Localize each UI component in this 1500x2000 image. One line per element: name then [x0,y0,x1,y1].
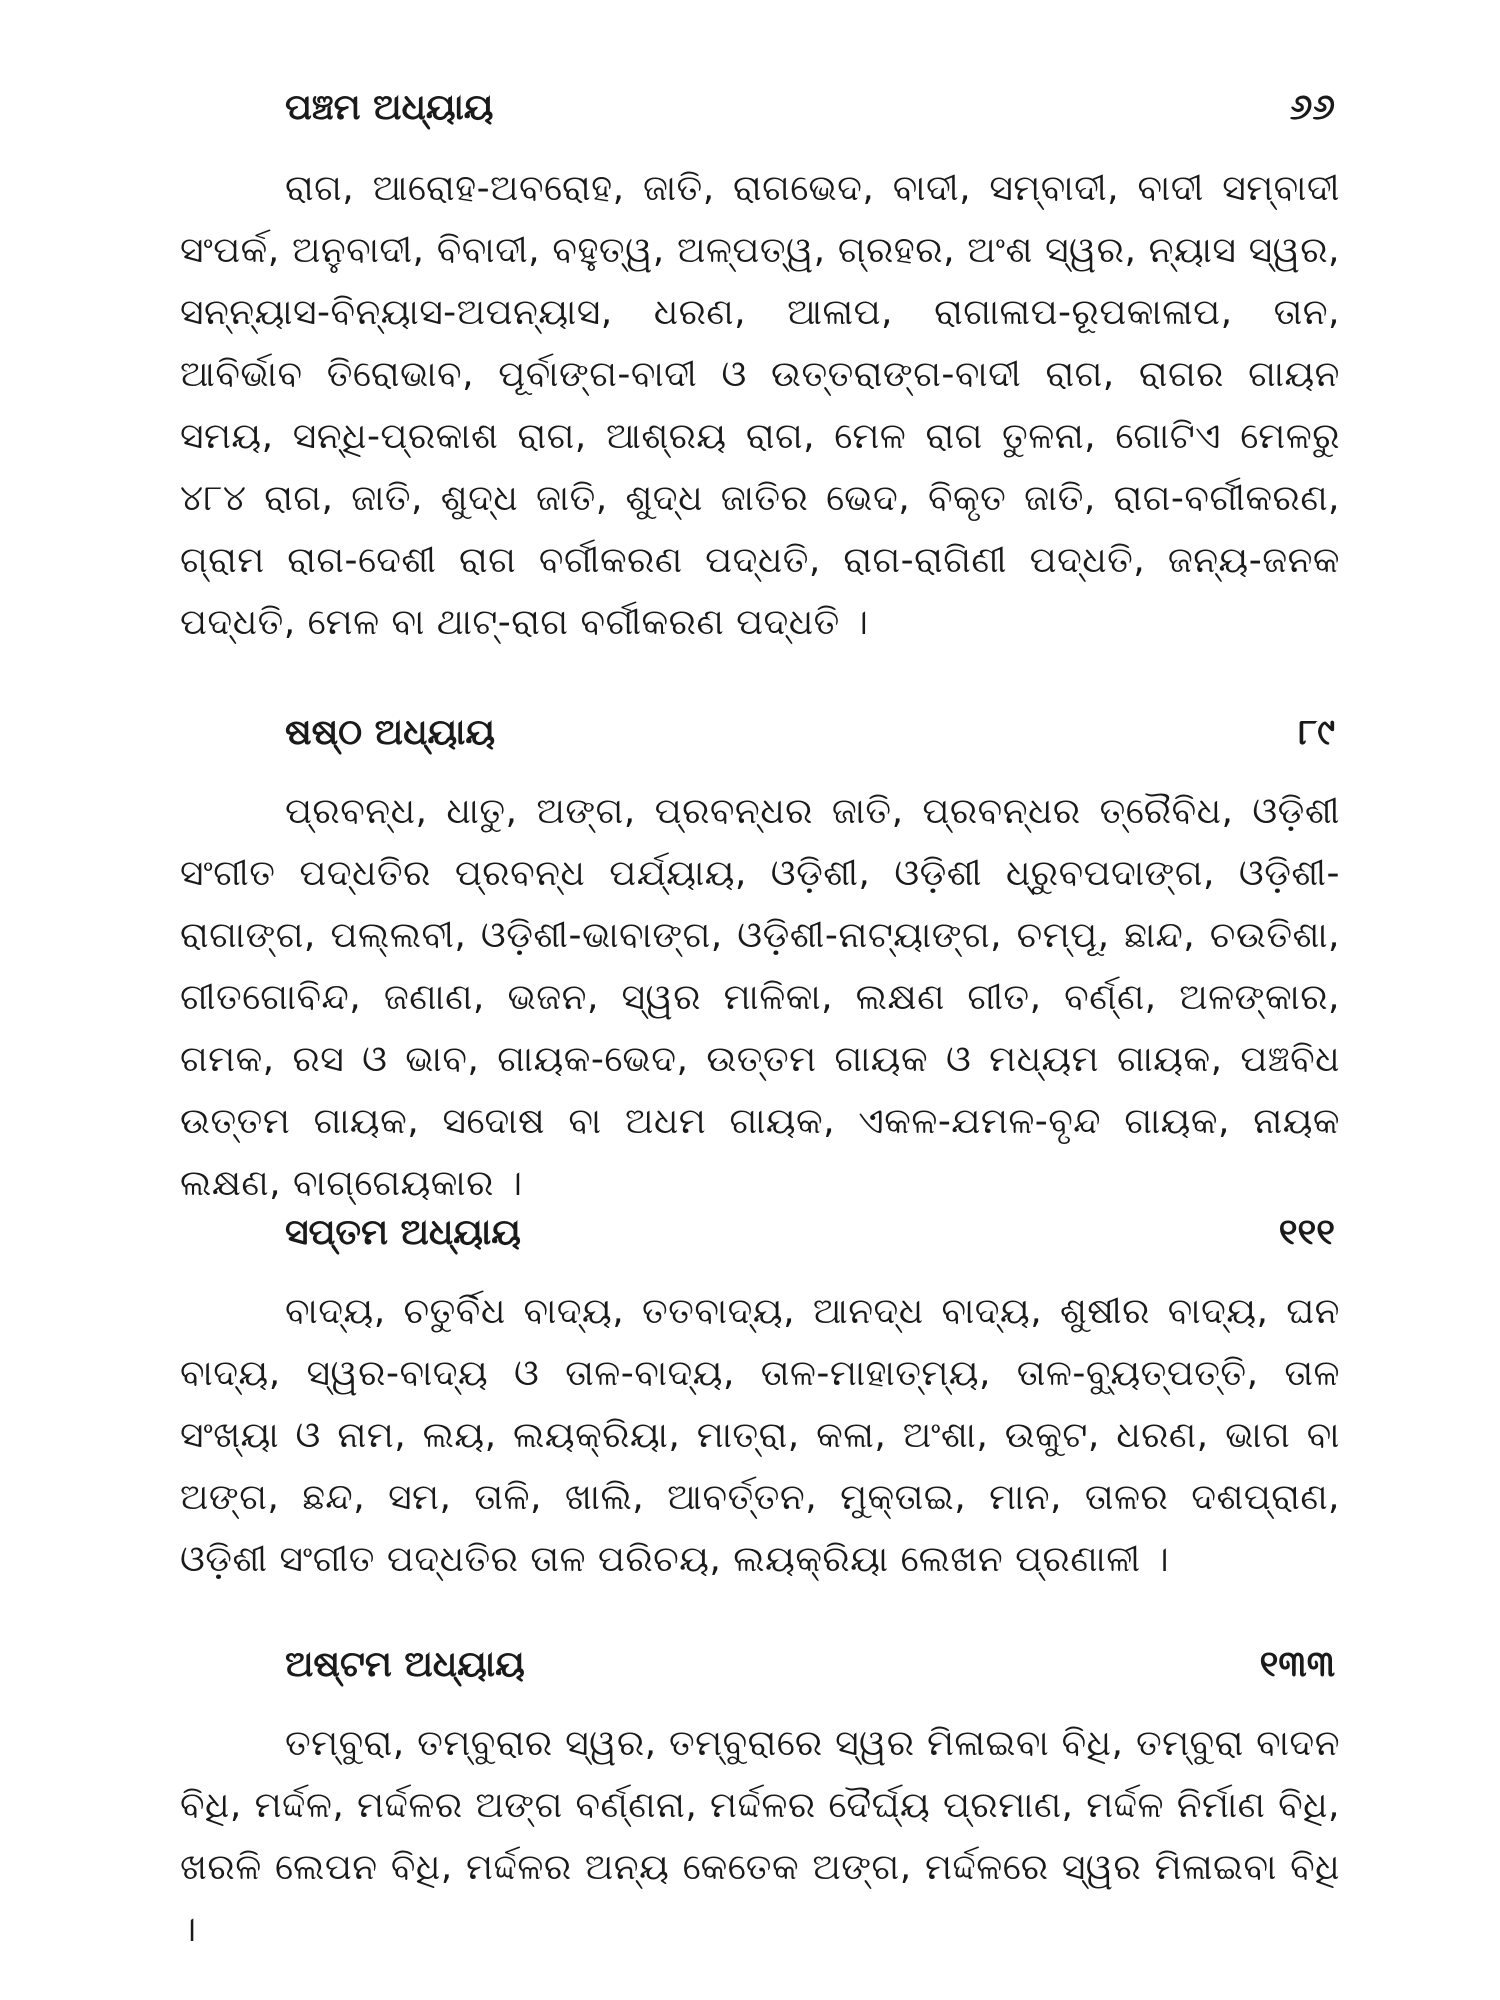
chapter-header [0,1203,1500,1263]
chapter-page-number: ୬୬ [1289,87,1335,128]
chapter-section [0,1203,1500,1580]
chapter-section [0,1635,1500,1950]
chapter-topics: ପ୍ରବନ୍ଧ, ଧାତୁ, ଅଙ୍ଗ, ପ୍ରବନ୍ଧର ଜାତି, ପ୍ରବନ୍ଧର ତ୍ରୈବିଧ, ଓଡ଼ିଶୀ ସଂଗୀତ ପଦ୍ଧତିର ପ୍ରବନ୍ଧ ପର୍ଯ୍ୟାୟ, ଓଡ଼ିଶୀ, ଓଡ଼ିଶୀ ଧ୍ରୁବପଦାଙ୍ଗ, ଓଡ଼ିଶୀ-ରାଗାଙ୍ଗ, ପଲ୍ଲବୀ, ଓଡ଼ିଶୀ-ଭାବାଙ୍ଗ, ଓଡ଼ିଶୀ-ନାଟ୍ୟାଙ୍ଗ, ଚମ୍ପୂ, ଛାନ୍ଦ, ଚଉତିଶା, ଗୀତଗୋବିନ୍ଦ, ଜଣାଣ, ଭଜନ, ସ୍ୱର ମାଳିକା, ଲକ୍ଷଣ ଗୀତ, ବର୍ଣ୍ଣ, ଅଳଙ୍କାର, ଗମକ, ରସ ଓ ଭାବ, ଗାୟକ-ଭେଦ, ଉତ୍ତମ ଗାୟକ ଓ ମଧ୍ୟମ ଗାୟକ, ପଞ୍ଚବିଧ ଉତ୍ତମ ଗାୟକ, ସଦୋଷ ବା ଅଧମ ଗାୟକ, ଏକଳ-ଯମଳ-ବୃନ୍ଦ ଗାୟକ, ନାୟକ ଲକ୍ଷଣ, ବାଗ୍ଗେୟକାର । [180,791,1340,1204]
chapter-header [0,78,1500,138]
chapter-section [0,78,1500,643]
chapter-title: ପଞ୍ଚମ ଅଧ୍ୟାୟ [285,87,494,128]
chapter-topics: ତମ୍ବୁରା, ତମ୍ବୁରାର ସ୍ୱର, ତମ୍ବୁରାରେ ସ୍ୱର ମିଳାଇବା ବିଧି, ତମ୍ବୁରା ବାଦନ ବିଧି, ମର୍ଦ୍ଦଳ, ମର୍ଦ୍ଦଳର ଅଙ୍ଗ ବର୍ଣ୍ଣନା, ମର୍ଦ୍ଦଳର ଦୈର୍ଘ୍ୟ ପ୍ରମାଣ, ମର୍ଦ୍ଦଳ ନିର୍ମାଣ ବିଧି, ଖରଳି ଲେପନ ବିଧି, ମର୍ଦ୍ଦଳର ଅନ୍ୟ କେତେକ ଅଙ୍ଗ, ମର୍ଦ୍ଦଳରେ ସ୍ୱର ମିଳାଇବା ବିଧି । [180,1723,1340,1950]
chapter-header [0,703,1500,763]
chapter-title: ଅଷ୍ଟମ ଅଧ୍ୟାୟ [285,1644,525,1685]
chapter-page-number: ୧୩୩ [1259,1644,1335,1685]
chapter-topics: ରାଗ, ଆରୋହ-ଅବରୋହ, ଜାତି, ରାଗଭେଦ, ବାଦୀ, ସମ୍ବାଦୀ, ବାଦୀ ସମ୍ବାଦୀ ସଂପର୍କ, ଅନୁବାଦୀ, ବିବାଦୀ, ବହୁତ୍ୱ, ଅଳ୍ପତ୍ୱ, ଗ୍ରହର, ଅଂଶ ସ୍ୱର, ନ୍ୟାସ ସ୍ୱର, ସନ୍ନ୍ୟାସ-ବିନ୍ୟାସ-ଅପନ୍ୟାସ, ଧରଣ, ଆଳାପ, ରାଗାଳାପ-ରୂପକାଳାପ, ତାନ, ଆବିର୍ଭାବ ତିରୋଭାବ, ପୂର୍ବାଙ୍ଗ-ବାଦୀ ଓ ଉତ୍ତରାଙ୍ଗ-ବାଦୀ ରାଗ, ରାଗର ଗାୟନ ସମୟ, ସନ୍ଧି-ପ୍ରକାଶ ରାଗ, ଆଶ୍ରୟ ରାଗ, ମେଳ ରାଗ ତୁଳନା, ଗୋଟିଏ ମେଳରୁ ୪୮୪ ରାଗ, ଜାତି, ଶୁଦ୍ଧ ଜାତି, ଶୁଦ୍ଧ ଜାତିର ଭେଦ, ବିକୃତ ଜାତି, ରାଗ-ବର୍ଗୀକରଣ, ଗ୍ରାମ ରାଗ-ଦେଶୀ ରାଗ ବର୍ଗୀକରଣ ପଦ୍ଧତି, ରାଗ-ରାଗିଣୀ ପଦ୍ଧତି, ଜନ୍ୟ-ଜନକ ପଦ୍ଧତି, ମେଳ ବା ଥାଟ୍-ରାଗ ବର୍ଗୀକରଣ ପଦ୍ଧତି । [180,168,1340,643]
chapter-header [0,1635,1500,1695]
chapter-title: ଷଷ୍ଠ ଅଧ୍ୟାୟ [285,712,496,753]
chapter-title: ସପ୍ତମ ଅଧ୍ୟାୟ [285,1212,521,1253]
chapter-section [0,703,1500,1204]
chapter-topics: ବାଦ୍ୟ, ଚତୁର୍ବିଧ ବାଦ୍ୟ, ତତବାଦ୍ୟ, ଆନଦ୍ଧ ବାଦ୍ୟ, ଶୁଷୀର ବାଦ୍ୟ, ଘନ ବାଦ୍ୟ, ସ୍ୱର-ବାଦ୍ୟ ଓ ତାଳ-ବାଦ୍ୟ, ତାଳ-ମାହାତ୍ମ୍ୟ, ତାଳ-ବ୍ୟୁତ୍ପତ୍ତି, ତାଳ ସଂଖ୍ୟା ଓ ନାମ, ଲୟ, ଲୟକ୍ରିୟା, ମାତ୍ରା, କଳା, ଅଂଶା, ଉକୁଟ, ଧରଣ, ଭାଗ ବା ଅଙ୍ଗ, ଛନ୍ଦ, ସମ, ତାଳି, ଖାଲି, ଆବର୍ତ୍ତନ, ମୁକ୍ତାଇ, ମାନ, ତାଳର ଦଶପ୍ରାଣ, ଓଡ଼ିଶୀ ସଂଗୀତ ପଦ୍ଧତିର ତାଳ ପରିଚୟ, ଲୟକ୍ରିୟା ଲେଖନ ପ୍ରଣାଳୀ । [180,1291,1340,1580]
chapter-page-number: ୧୧୧ [1278,1212,1335,1253]
chapter-page-number: ୮୯ [1298,712,1335,753]
